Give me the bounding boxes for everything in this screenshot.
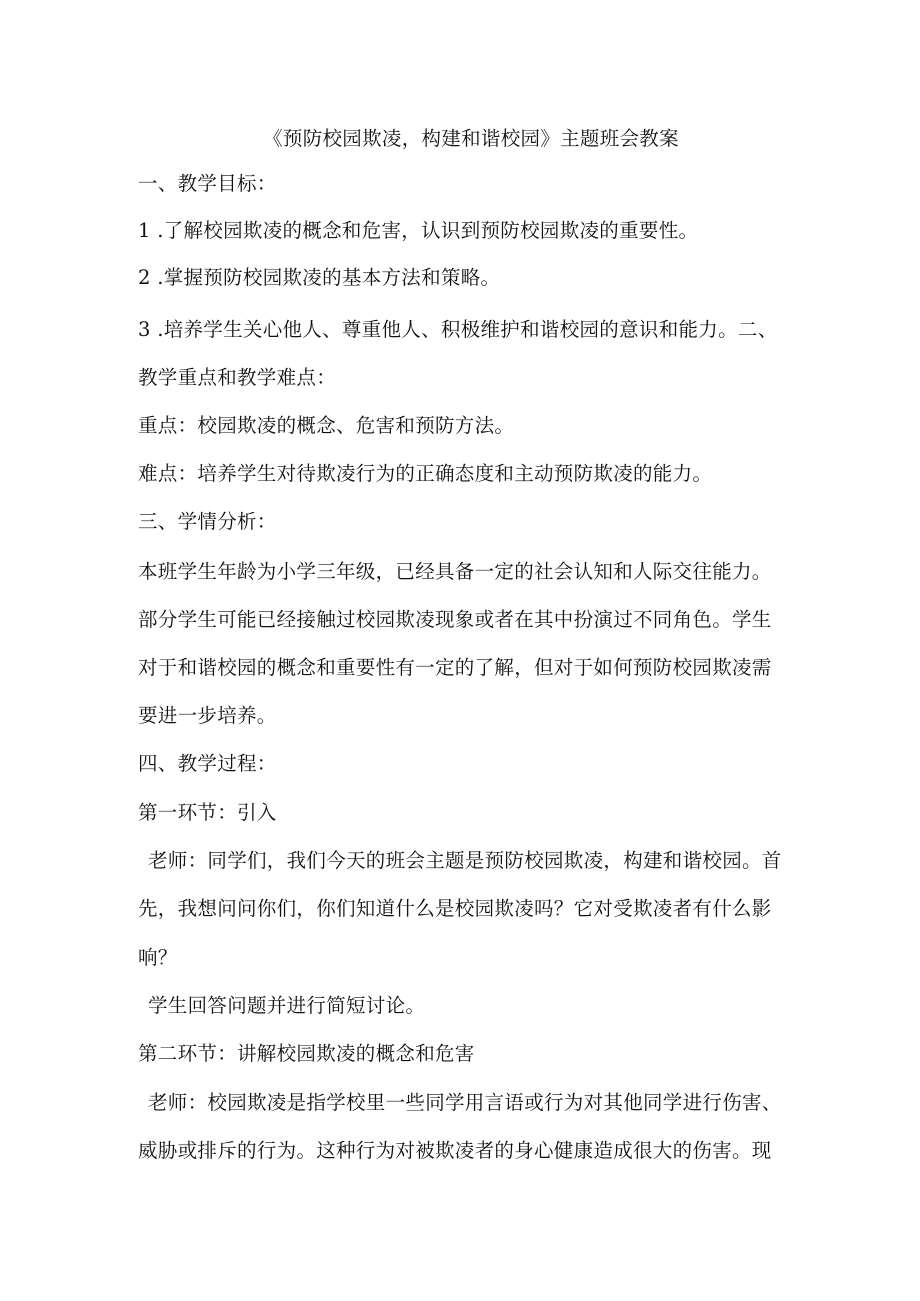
paragraph-line: 老师：校园欺凌是指学校里一些同学用言语或行为对其他同学进行伤害、	[148, 1091, 782, 1114]
document-title: 《预防校园欺凌，构建和谐校园》主题班会教案	[263, 127, 679, 150]
objective-item: 1 .了解校园欺凌的概念和危害，认识到预防校园欺凌的重要性。	[138, 219, 699, 242]
paragraph-line: 部分学生可能已经接触过校园欺凌现象或者在其中扮演过不同角色。学生	[138, 608, 772, 631]
objective-item: 2 .掌握预防校园欺凌的基本方法和策略。	[138, 266, 501, 289]
paragraph-line: 威胁或排斥的行为。这种行为对被欺凌者的身心健康造成很大的伤害。现	[138, 1139, 772, 1162]
difficulty-line: 难点：培养学生对待欺凌行为的正确态度和主动预防欺凌的能力。	[138, 462, 713, 485]
key-point-line: 重点：校园欺凌的概念、危害和预防方法。	[138, 414, 515, 437]
section-heading-key-points: 教学重点和教学难点：	[138, 366, 337, 389]
section-heading-process: 四、教学过程：	[138, 752, 277, 775]
paragraph-line: 响？	[138, 946, 178, 969]
paragraph-line: 老师：同学们，我们今天的班会主题是预防校园欺凌，构建和谐校园。首	[148, 849, 782, 872]
paragraph-line: 对于和谐校园的概念和重要性有一定的了解，但对于如何预防校园欺凌需	[138, 656, 772, 679]
paragraph-line: 先，我想问问你们，你们知道什么是校园欺凌吗？它对受欺凌者有什么影	[138, 897, 772, 920]
paragraph-line: 学生回答问题并进行简短讨论。	[148, 994, 426, 1017]
paragraph-line: 本班学生年龄为小学三年级，已经具备一定的社会认知和人际交往能力。	[138, 560, 772, 583]
paragraph-line: 要进一步培养。	[138, 704, 277, 727]
section-heading-objectives: 一、教学目标：	[138, 172, 277, 195]
subsection-heading: 第一环节：引入	[138, 801, 277, 824]
subsection-heading: 第二环节：讲解校园欺凌的概念和危害	[138, 1042, 475, 1065]
objective-item: 3 .培养学生关心他人、尊重他人、积极维护和谐校园的意识和能力。二、	[138, 318, 778, 341]
section-heading-analysis: 三、学情分析：	[138, 510, 277, 533]
